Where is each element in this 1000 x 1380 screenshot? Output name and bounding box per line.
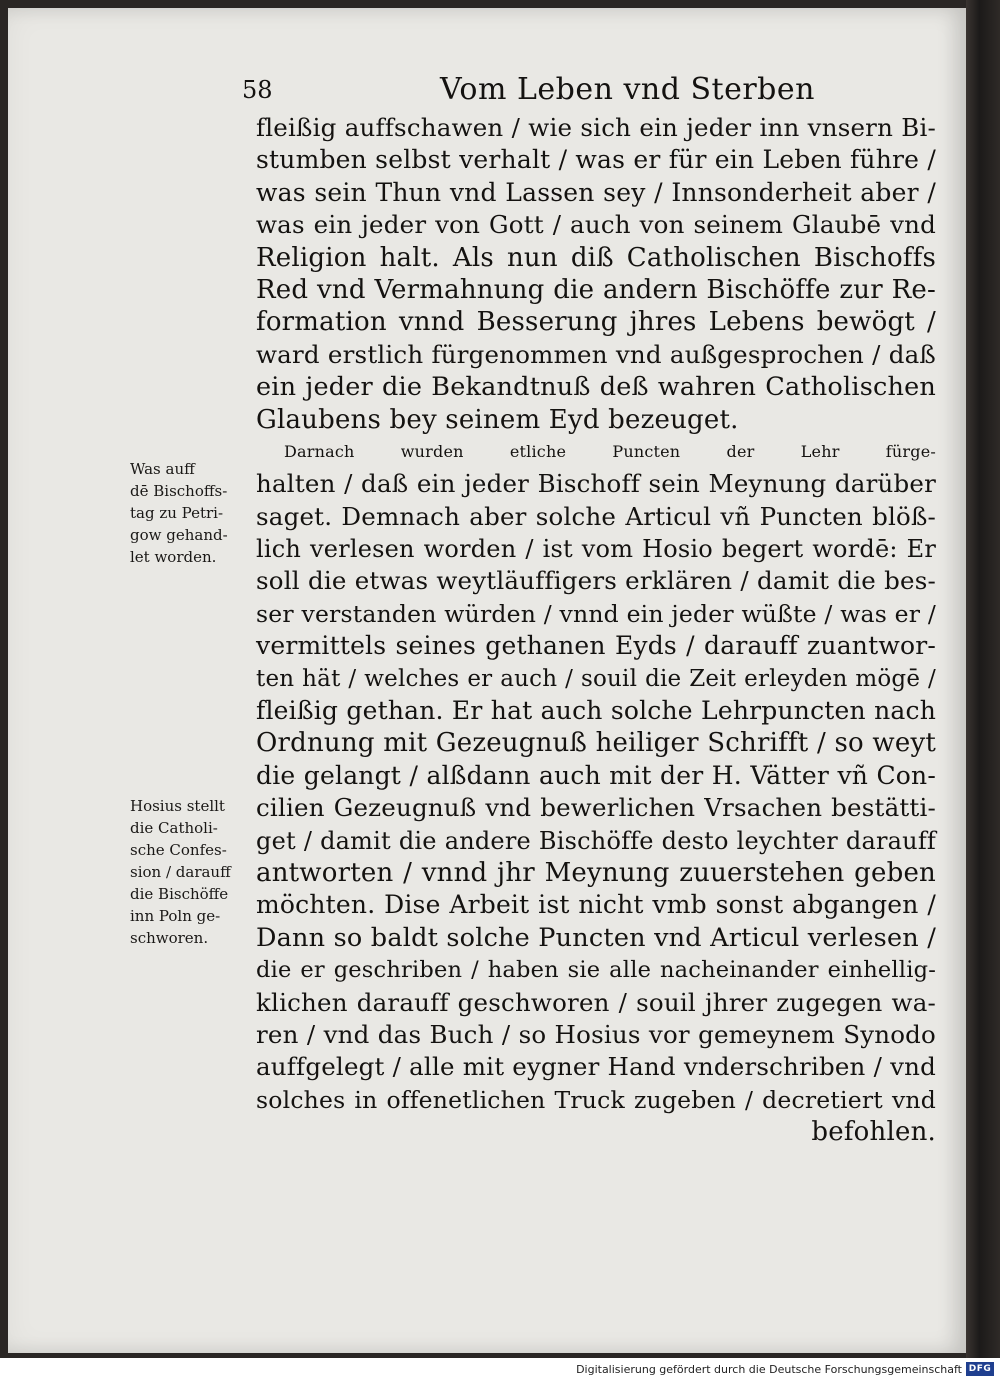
text-line: ren / vnd das Buch / so Hosius vor gemeynem Synodo xyxy=(256,1019,936,1049)
text-line: befohlen. xyxy=(811,1117,936,1148)
marginal-note-line: dē Bischoffs- xyxy=(130,482,228,500)
text-line: was sein Thun vnd Lassen sey / Innsonderheit aber / xyxy=(256,177,936,207)
text-line: ser verstanden würden / vnnd ein jeder wüßte / was er / xyxy=(256,599,936,628)
marginal-note-line: Hosius stellt xyxy=(130,797,225,815)
text-line: soll die etwas weytläuffigers erklären / damit die bes- xyxy=(256,566,936,596)
text-line: ten hät / welches er auch / souil die Zeit erleyden mögē / xyxy=(256,665,936,692)
text-line: die gelangt / alßdann auch mit der H. Vätter vñ Con- xyxy=(256,760,936,790)
text-line: Darnach wurden etliche Puncten der Lehr fürge- xyxy=(284,441,936,461)
marginal-note-line: sche Confes- xyxy=(130,841,227,859)
marginal-note-line: let worden. xyxy=(130,548,217,566)
marginal-note xyxy=(130,795,262,949)
marginal-note-line: tag zu Petri- xyxy=(130,504,224,522)
marginal-note-line: sion / darauff xyxy=(130,863,231,881)
text-line: möchten. Dise Arbeit ist nicht vmb sonst abgangen / xyxy=(256,890,936,920)
page-number: 58 xyxy=(242,76,273,104)
text-line: klichen darauff geschworen / souil jhrer zugegen wa- xyxy=(256,987,936,1017)
marginal-note xyxy=(130,458,262,568)
marginal-note-line: die Bischöffe xyxy=(130,885,229,903)
text-line: get / damit die andere Bischöffe desto leychter darauff xyxy=(256,826,936,855)
text-line: Religion halt. Als nun diß Catholischen Bischoffs xyxy=(256,242,936,273)
marginal-note-line: die Catholi- xyxy=(130,819,218,837)
text-line: Red vnd Vermahnung die andern Bischöffe zur Re- xyxy=(256,274,936,305)
text-line: fleißig auffschawen / wie sich ein jeder inn vnsern Bi- xyxy=(256,113,936,142)
dfg-logo: DFG xyxy=(966,1362,994,1376)
text-line: auffgelegt / alle mit eygner Hand vnderschriben / vnd xyxy=(256,1052,936,1082)
text-line: ein jeder die Bekandtnuß deß wahren Catholischen xyxy=(256,372,936,403)
text-line: fleißig gethan. Er hat auch solche Lehrpuncten nach xyxy=(256,696,936,726)
marginal-note-line: schworen. xyxy=(130,929,209,947)
text-line: saget. Demnach aber solche Articul vñ Puncten blöß- xyxy=(256,501,936,531)
book-spine-edge xyxy=(966,0,1000,1358)
text-line: halten / daß ein jeder Bischoff sein Meynung darüber xyxy=(256,469,936,499)
text-line: die er geschriben / haben sie alle nacheinander einhellig- xyxy=(256,957,936,984)
funding-footer xyxy=(0,1360,1000,1380)
text-line: antworten / vnnd jhr Meynung zuuerstehen geben xyxy=(256,857,936,888)
text-line: Glaubens bey seinem Eyd bezeuget. xyxy=(256,404,739,435)
text-line: cilien Gezeugnuß vnd bewerlichen Vrsachen bestätti- xyxy=(256,793,936,823)
text-line: Dann so baldt solche Puncten vnd Articul verlesen / xyxy=(256,922,936,953)
text-line: ward erstlich fürgenommen vnd außgesprochen / daß xyxy=(256,339,936,369)
marginal-note-line: inn Poln ge- xyxy=(130,907,221,925)
text-line: was ein jeder von Gott / auch von seinem Glaubē vnd xyxy=(256,210,936,240)
marginal-note-line: gow gehand- xyxy=(130,526,228,544)
text-line: formation vnnd Besserung jhres Lebens bewögt / xyxy=(256,307,936,338)
text-line: vermittels seines gethanen Eyds / darauff zuantwor- xyxy=(256,631,936,661)
marginal-note-line: Was auff xyxy=(130,460,195,478)
text-line: solches in offenetlichen Truck zugeben / decretiert vnd xyxy=(256,1085,936,1114)
main-text-block xyxy=(256,112,936,1149)
running-title: Vom Leben vnd Sterben xyxy=(440,72,815,107)
text-line: Ordnung mit Gezeugnuß heiliger Schrifft / so weyt xyxy=(256,728,936,759)
page-header xyxy=(242,72,932,112)
text-line: lich verlesen worden / ist vom Hosio begert wordē: Er xyxy=(256,535,936,564)
funding-credit: Digitalisierung gefördert durch die Deutsche Forschungsgemeinschaft xyxy=(576,1363,962,1376)
text-line: stumben selbst verhalt / was er für ein Leben führe / xyxy=(256,145,936,175)
